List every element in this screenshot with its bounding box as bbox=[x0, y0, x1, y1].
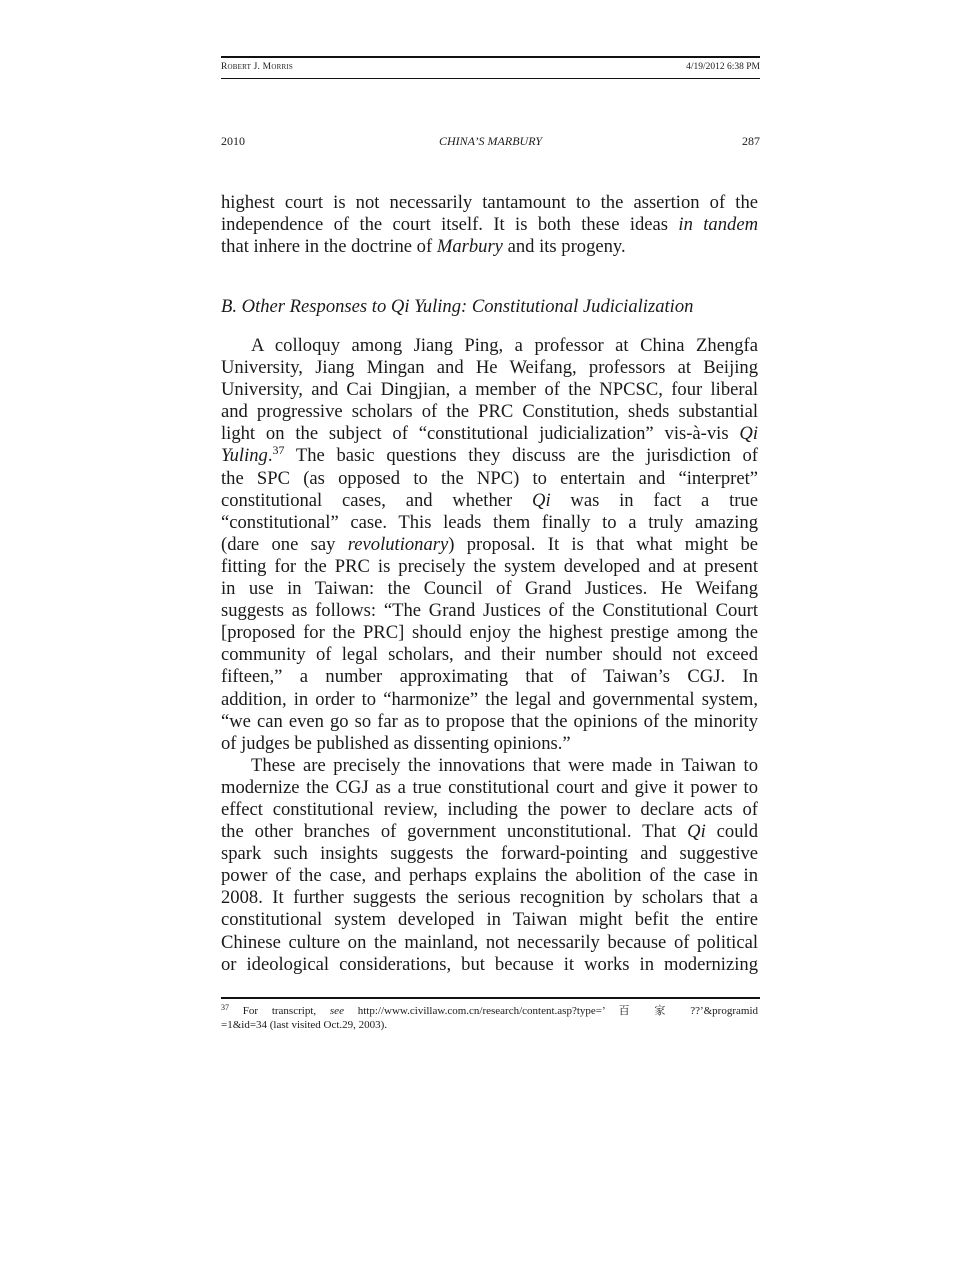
text-line: modernize the CGJ as a true constitutional court and give it power to bbox=[221, 776, 758, 798]
text-line: 2008. It further suggests the serious recognition by scholars that a bbox=[221, 887, 758, 909]
text-line: effect constitutional review, including the power to declare acts of bbox=[221, 798, 758, 820]
text-line: fitting for the PRC is precisely the system developed and at present bbox=[221, 555, 758, 577]
page-number: 287 bbox=[742, 134, 760, 148]
text-line: constitutional system developed in Taiwan might befit the entire bbox=[221, 909, 758, 931]
case-name: Qi bbox=[739, 423, 758, 445]
running-head bbox=[221, 56, 760, 79]
text-line: that inhere in the doctrine of Marbury and its progeny. bbox=[221, 236, 626, 258]
text-line: fifteen,” a number approximating that of Taiwan’s CGJ. In bbox=[221, 666, 758, 688]
page-header bbox=[221, 134, 760, 152]
text-line: or ideological considerations, but because it works in modernizing bbox=[221, 953, 758, 975]
emphasis: in tandem bbox=[678, 214, 758, 236]
text-line: constitutional cases, and whether Qi was in fact a true bbox=[221, 489, 758, 511]
text-line: the SPC (as opposed to the NPC) to entertain and “interpret” bbox=[221, 467, 758, 489]
article-short-title: CHINA’S MARBURY bbox=[439, 134, 542, 148]
emphasis: revolutionary bbox=[347, 533, 449, 555]
text-line: power of the case, and perhaps explains the abolition of the case in bbox=[221, 865, 758, 887]
case-name: Marbury bbox=[436, 236, 503, 258]
footnote-reference[interactable]: 37 bbox=[272, 443, 285, 458]
text-line: “we can even go so far as to propose that the opinions of the minority bbox=[221, 710, 758, 732]
text-line: and progressive scholars of the PRC Constitution, sheds substantial bbox=[221, 401, 758, 423]
footnote-url[interactable]: http://www.civillaw.com.cn/research/content.asp?type=’ 百 家 ??’&programid bbox=[343, 1005, 759, 1017]
case-name: Yuling bbox=[221, 445, 268, 467]
citation-signal: see bbox=[329, 1005, 344, 1017]
text-line: suggests as follows: “The Grand Justices of the Constitutional Court bbox=[221, 600, 758, 622]
journal-year: 2010 bbox=[221, 134, 245, 148]
text-line: of judges be published as dissenting opinions.” bbox=[221, 732, 571, 754]
footnote-line: $^{37}$ For transcript, see http://www.civillaw.com.cn/research/content.asp?type=’ 百 家 ??’&programid bbox=[221, 1003, 759, 1017]
text-line: Chinese culture on the mainland, not necessarily because of political bbox=[221, 931, 758, 953]
text-line: highest court is not necessarily tantamount to the assertion of the bbox=[221, 192, 758, 213]
footnote-divider bbox=[221, 997, 760, 999]
text-line: A colloquy among Jiang Ping, a professor at China Zhengfa bbox=[251, 335, 758, 356]
footnote-line: =1&id=34 (last visited Oct.29, 2003). bbox=[221, 1019, 388, 1031]
text-line: [proposed for the PRC] should enjoy the highest prestige among the bbox=[221, 622, 758, 644]
text-line: addition, in order to “harmonize” the legal and governmental system, bbox=[221, 688, 758, 710]
section-body bbox=[221, 335, 758, 976]
footnote-37 bbox=[221, 1004, 758, 1032]
running-head-timestamp: 4/19/2012 6:38 PM bbox=[686, 62, 760, 72]
text-line: in use in Taiwan: the Council of Grand Justices. He Weifang bbox=[221, 578, 758, 600]
text-line: “constitutional” case. This leads them finally to a truly amazing bbox=[221, 511, 758, 533]
text-line: light on the subject of “constitutional judicialization” vis-à-vis Qi bbox=[221, 423, 758, 445]
case-name: Qi bbox=[532, 489, 551, 511]
running-head-author: Robert J. Morris bbox=[221, 62, 293, 72]
text-line: community of legal scholars, and their number should not exceed bbox=[221, 644, 758, 666]
text-line: Yuling.$^{37}$ The basic questions they discuss are the jurisdiction of bbox=[221, 443, 758, 467]
footnote-number: 37 bbox=[221, 1003, 229, 1012]
text-line: the other branches of government unconstitutional. That Qi could bbox=[221, 821, 758, 843]
text-line: These are precisely the innovations that were made in Taiwan to bbox=[251, 754, 758, 776]
text-line: University, Jiang Mingan and He Weifang, professors at Beijing bbox=[221, 357, 758, 379]
text-line: University, and Cai Dingjian, a member of the NPCSC, four liberal bbox=[221, 379, 758, 401]
section-heading: B. Other Responses to Qi Yuling: Constitutional Judicialization bbox=[221, 296, 694, 317]
text-line: spark such insights suggests the forward-pointing and suggestive bbox=[221, 843, 758, 865]
case-name: Qi bbox=[687, 821, 706, 843]
text-line: independence of the court itself. It is both these ideas in tandem bbox=[221, 214, 758, 236]
text-line: (dare one say revolutionary) proposal. It is that what might be bbox=[221, 533, 758, 555]
paragraph-continued bbox=[221, 192, 758, 258]
